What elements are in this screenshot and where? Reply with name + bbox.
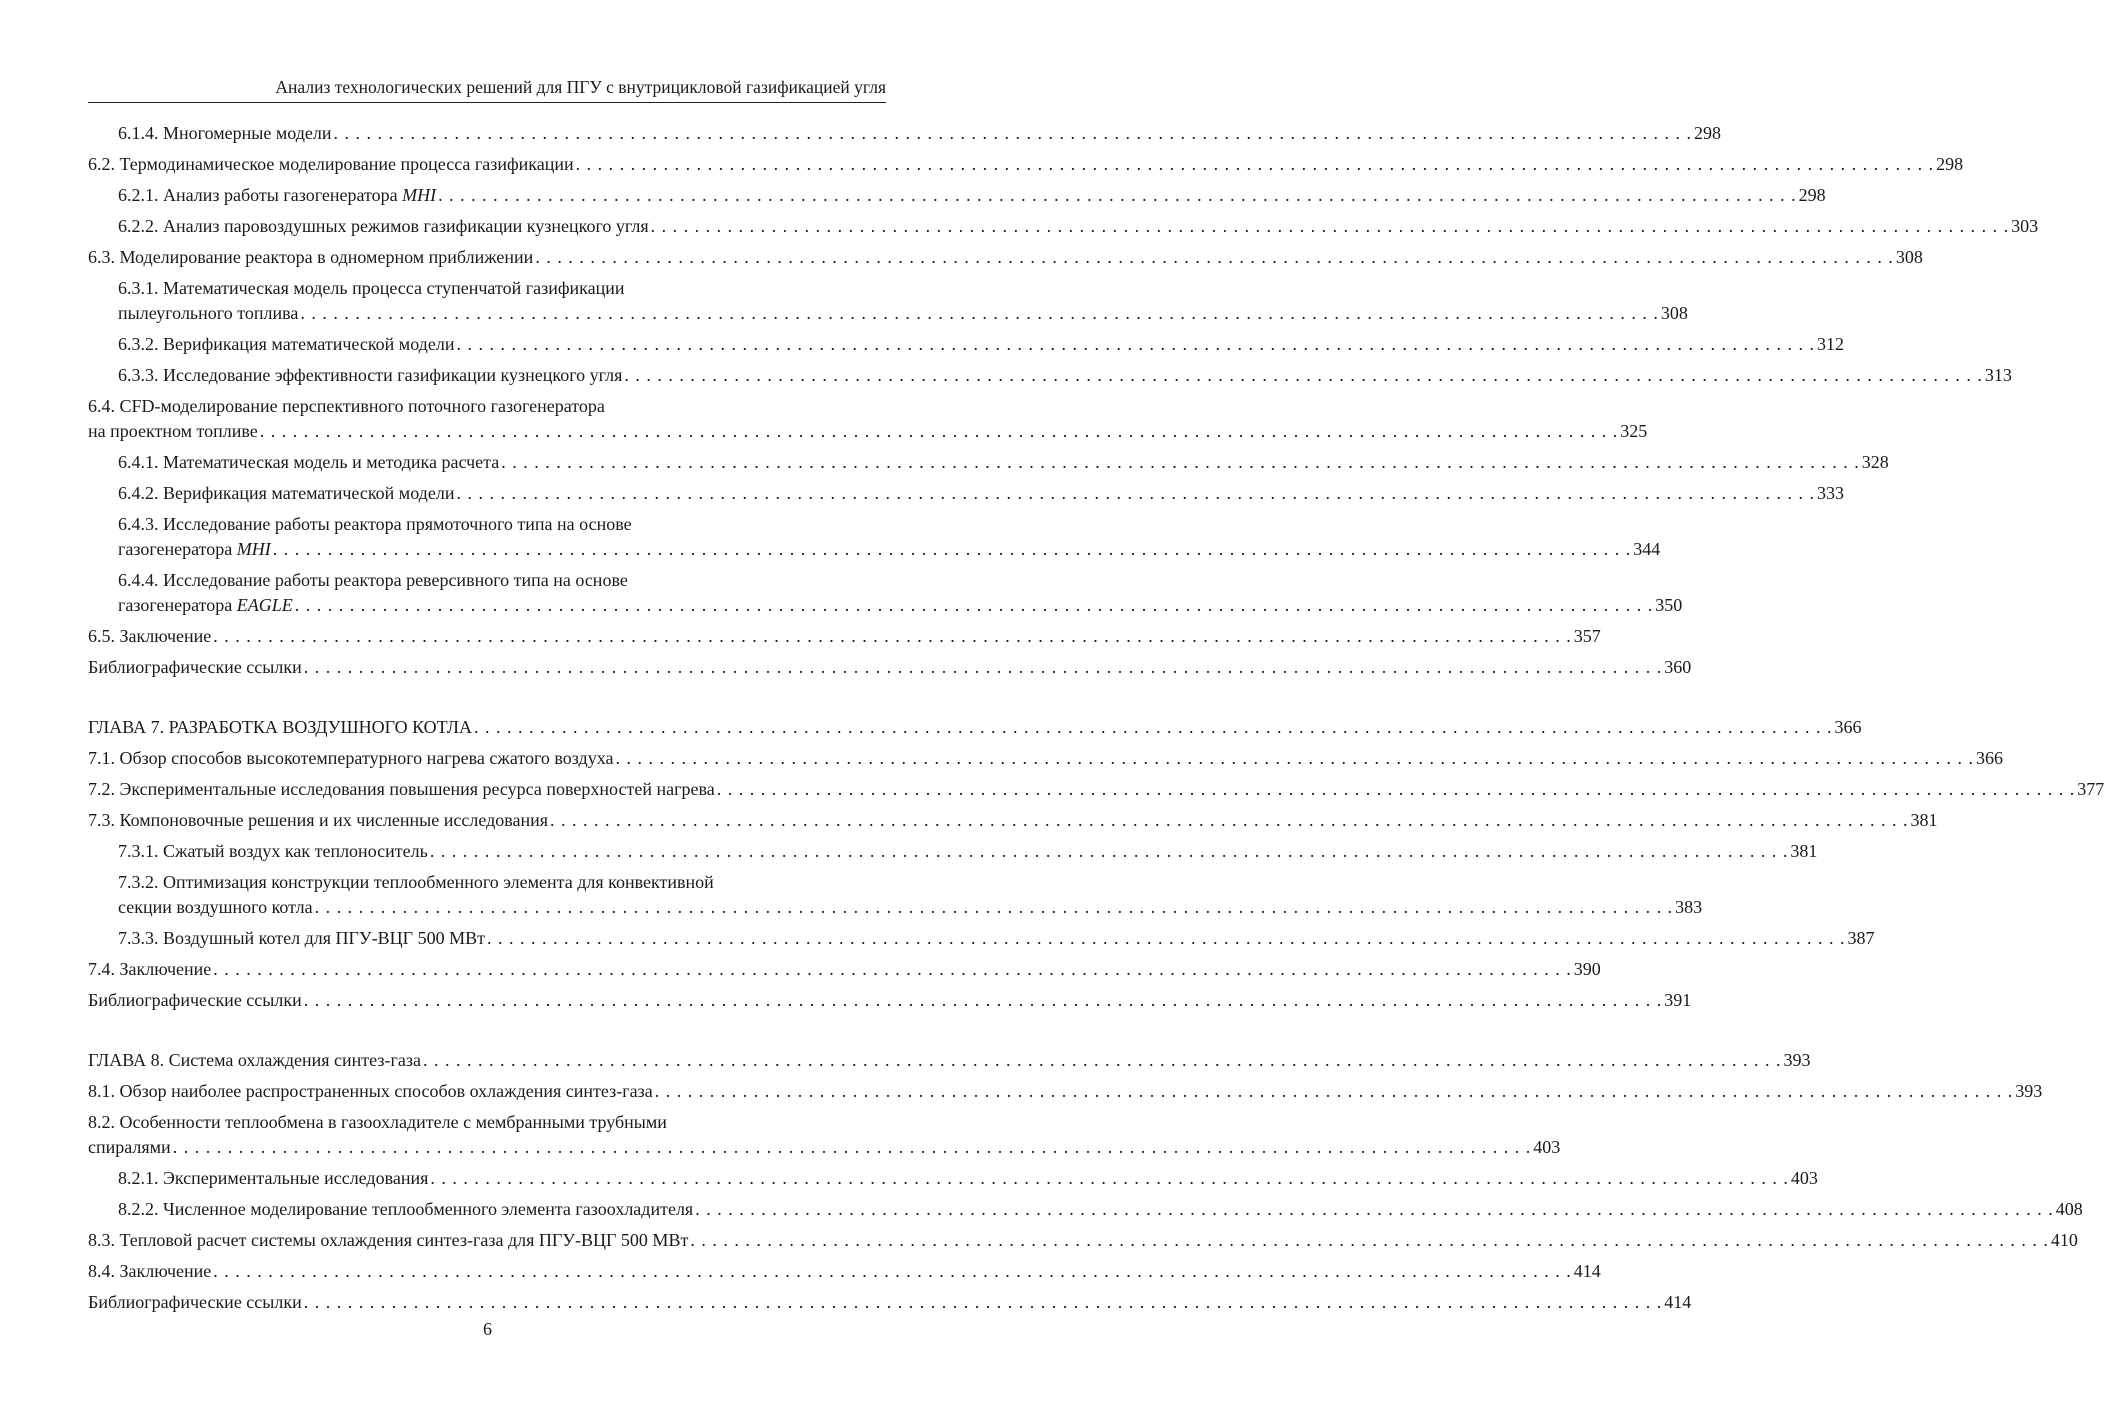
toc-entry-title-text: пылеугольного топлива bbox=[118, 303, 299, 323]
running-header-title: Анализ технологических решений для ПГУ с внутрицикловой газификацией угля bbox=[275, 77, 886, 97]
toc-entry[interactable] bbox=[88, 771, 2104, 802]
toc-entry-line bbox=[88, 988, 1692, 1013]
toc-entry-title-text: 8.2.1. Экспериментальные исследования bbox=[118, 1168, 429, 1188]
toc-entry[interactable] bbox=[88, 1104, 1561, 1160]
toc-entry-title-text: Библиографические ссылки bbox=[88, 1292, 302, 1312]
toc-entry-title-text: ГЛАВА 7. РАЗРАБОТКА ВОЗДУШНОГО КОТЛА bbox=[88, 717, 472, 737]
toc-entry-title bbox=[88, 1290, 302, 1315]
toc-entry-line bbox=[88, 655, 1692, 680]
toc-entry-line bbox=[118, 450, 1889, 475]
toc-entry-page: 357 bbox=[1573, 626, 1601, 646]
toc-entry-page: 360 bbox=[1664, 657, 1692, 677]
toc-entry[interactable] bbox=[88, 357, 2012, 388]
toc-entry-line bbox=[88, 1228, 2078, 1253]
toc-dot-leader bbox=[293, 593, 1656, 618]
toc-entry-line bbox=[88, 152, 1964, 177]
toc-entry-title bbox=[88, 655, 302, 680]
toc-entry-title bbox=[88, 152, 574, 177]
toc-entry-page: 366 bbox=[1834, 717, 1862, 737]
toc-entry-page: 344 bbox=[1633, 539, 1661, 559]
toc-entry-page: 403 bbox=[1533, 1137, 1561, 1157]
toc-entry[interactable] bbox=[88, 388, 1648, 444]
toc-entry-title bbox=[118, 332, 454, 357]
toc-entry-title bbox=[118, 363, 622, 388]
toc-dot-leader bbox=[211, 957, 1574, 982]
toc-entry-title-text: 6.3. Моделирование реактора в одномерном приближении bbox=[88, 247, 534, 267]
toc-entry[interactable] bbox=[88, 802, 1938, 833]
toc-entry-title-line1: 6.4. CFD-моделирование перспективного поточного газогенератора bbox=[88, 396, 605, 416]
running-header bbox=[88, 76, 886, 103]
toc-entry[interactable] bbox=[88, 270, 1688, 326]
toc-entry-line bbox=[88, 1290, 1692, 1315]
toc-entry-title bbox=[118, 593, 293, 618]
toc-dot-leader bbox=[313, 895, 1676, 920]
toc-entry-line bbox=[118, 214, 2039, 239]
toc-dot-leader bbox=[649, 214, 2012, 239]
toc-entry[interactable] bbox=[88, 1191, 2083, 1222]
toc-entry-title-text: 6.2.2. Анализ паровоздушных режимов газификации кузнецкого угля bbox=[118, 216, 649, 236]
toc-entry-page: 393 bbox=[1783, 1050, 1811, 1070]
toc-entry-line bbox=[118, 301, 1688, 326]
toc-entry-title-text: спиралями bbox=[88, 1137, 171, 1157]
toc-entry-title bbox=[118, 1197, 693, 1222]
toc-dot-leader bbox=[693, 1197, 2056, 1222]
toc-entry-page: 383 bbox=[1675, 897, 1703, 917]
toc-entry-line bbox=[118, 537, 1661, 562]
toc-entry-page: 298 bbox=[1693, 123, 1721, 143]
toc-entry-page: 350 bbox=[1655, 595, 1683, 615]
toc-entry-title bbox=[88, 957, 211, 982]
toc-entry[interactable] bbox=[88, 1160, 1818, 1191]
toc-entry-title bbox=[118, 1166, 428, 1191]
toc-entry-title-line1: 6.3.1. Математическая модель процесса ступенчатой газификации bbox=[118, 278, 625, 298]
toc-entry-page: 333 bbox=[1816, 483, 1844, 503]
toc-entry-line bbox=[118, 926, 1875, 951]
toc-entry-title-text: газогенератора bbox=[118, 539, 237, 559]
toc-entry-page: 325 bbox=[1620, 421, 1648, 441]
toc-dot-leader bbox=[171, 1135, 1534, 1160]
toc-entry-title bbox=[118, 214, 649, 239]
toc-dot-leader bbox=[302, 988, 1665, 1013]
toc-entry-title bbox=[88, 746, 613, 771]
toc-entry-line bbox=[118, 593, 1683, 618]
toc-entry-title bbox=[88, 1079, 653, 1104]
toc-entry-title bbox=[118, 450, 499, 475]
toc-entry[interactable] bbox=[88, 833, 1818, 864]
toc-entry-page: 303 bbox=[2011, 216, 2039, 236]
toc-entry[interactable] bbox=[88, 1073, 2043, 1104]
toc-entry[interactable] bbox=[88, 1222, 2078, 1253]
toc-entry-title bbox=[88, 1259, 211, 1284]
toc-entry-title bbox=[118, 537, 271, 562]
toc-entry-title-text: 8.2.2. Численное моделирование теплообменного элемента газоохладителя bbox=[118, 1199, 694, 1219]
toc-entry-page: 381 bbox=[1910, 810, 1938, 830]
toc-dot-leader bbox=[454, 332, 1817, 357]
toc-entry-line bbox=[88, 808, 1938, 833]
toc-entry[interactable] bbox=[88, 920, 1875, 951]
toc-entry-page: 298 bbox=[1798, 185, 1826, 205]
toc-entry-line bbox=[118, 895, 1703, 920]
toc-dot-leader bbox=[271, 537, 1634, 562]
toc-entry[interactable] bbox=[88, 177, 1826, 208]
toc-entry-line bbox=[88, 777, 2104, 802]
toc-entry-title-line1: 7.3.2. Оптимизация конструкции теплообменного элемента для конвективной bbox=[118, 872, 714, 892]
toc-entry-title bbox=[88, 419, 258, 444]
toc-entry-page: 410 bbox=[2050, 1230, 2078, 1250]
toc-entry-title-line1: 6.4.3. Исследование работы реактора прямоточного типа на основе bbox=[118, 514, 632, 534]
toc-entry-title bbox=[118, 839, 428, 864]
toc-entry[interactable] bbox=[88, 326, 1844, 357]
toc-entry-page: 391 bbox=[1664, 990, 1692, 1010]
toc-entry-title-text: 6.2. Термодинамическое моделирование процесса газификации bbox=[88, 154, 574, 174]
toc-dot-leader bbox=[421, 1048, 1784, 1073]
toc-entry-title-text: 8.4. Заключение bbox=[88, 1261, 212, 1281]
toc-entry-line bbox=[88, 419, 1648, 444]
toc-entry-title bbox=[118, 183, 436, 208]
toc-entry-title-text: 7.2. Экспериментальные исследования повышения ресурса поверхностей нагрева bbox=[88, 779, 715, 799]
toc-entry[interactable] bbox=[88, 1284, 1692, 1315]
toc-entry-title-text: Библиографические ссылки bbox=[88, 657, 302, 677]
toc-entry-line bbox=[118, 332, 1844, 357]
toc-entry-title-text: 7.3.3. Воздушный котел для ПГУ-ВЦГ 500 МВт bbox=[118, 928, 485, 948]
toc-dot-leader bbox=[211, 1259, 1574, 1284]
toc-entry-line bbox=[118, 121, 1721, 146]
toc-dot-leader bbox=[302, 1290, 1665, 1315]
toc-entry-title-text: 6.4.2. Верификация математической модели bbox=[118, 483, 455, 503]
toc-entry-title-text: 8.3. Тепловой расчет системы охлаждения синтез-газа для ПГУ-ВЦГ 500 МВт bbox=[88, 1230, 689, 1250]
toc-entry-title-text: 8.1. Обзор наиболее распространенных способов охлаждения синтез-газа bbox=[88, 1081, 653, 1101]
toc-entry[interactable] bbox=[88, 618, 1601, 649]
toc-dot-leader bbox=[499, 450, 1862, 475]
toc-dot-leader bbox=[454, 481, 1817, 506]
toc-entry-line bbox=[88, 245, 1923, 270]
toc-dot-leader bbox=[653, 1079, 2016, 1104]
toc-entry-title-italic: MHI bbox=[236, 539, 271, 559]
toc-entry-line bbox=[88, 715, 1862, 740]
toc-dot-leader bbox=[548, 808, 1911, 833]
toc-dot-leader bbox=[688, 1228, 2051, 1253]
table-of-contents bbox=[88, 115, 2104, 1315]
toc-entry[interactable] bbox=[88, 115, 1721, 146]
toc-dot-leader bbox=[533, 245, 1896, 270]
toc-dot-leader bbox=[428, 839, 1791, 864]
toc-entry-page: 308 bbox=[1895, 247, 1923, 267]
toc-entry-line bbox=[118, 1197, 2083, 1222]
toc-entry-line bbox=[88, 1135, 1561, 1160]
toc-entry-line bbox=[88, 1259, 1601, 1284]
toc-entry-title-text: 7.1. Обзор способов высокотемпературного нагрева сжатого воздуха bbox=[88, 748, 614, 768]
toc-entry-title-text: секции воздушного котла bbox=[118, 897, 313, 917]
toc-entry-line bbox=[118, 481, 1844, 506]
toc-entry-line bbox=[88, 1079, 2043, 1104]
toc-entry[interactable] bbox=[88, 1253, 1601, 1284]
toc-entry[interactable] bbox=[88, 1013, 1811, 1073]
toc-entry[interactable] bbox=[88, 239, 1923, 270]
toc-entry[interactable] bbox=[88, 982, 1692, 1013]
toc-entry[interactable] bbox=[88, 680, 1862, 740]
toc-dot-leader bbox=[302, 655, 1665, 680]
page-number: 6 bbox=[483, 1319, 492, 1339]
toc-entry-line bbox=[118, 363, 2012, 388]
toc-entry-page: 403 bbox=[1790, 1168, 1818, 1188]
toc-entry-title bbox=[118, 926, 485, 951]
toc-entry-page: 366 bbox=[1975, 748, 2003, 768]
toc-entry[interactable] bbox=[88, 951, 1601, 982]
toc-entry-title bbox=[118, 121, 331, 146]
toc-entry-title-text: 6.5. Заключение bbox=[88, 626, 212, 646]
toc-entry-title-line1: 6.4.4. Исследование работы реактора реверсивного типа на основе bbox=[118, 570, 628, 590]
toc-dot-leader bbox=[298, 301, 1661, 326]
toc-entry[interactable] bbox=[88, 444, 1889, 475]
toc-entry-title bbox=[88, 777, 715, 802]
toc-entry[interactable] bbox=[88, 740, 2003, 771]
toc-entry-title bbox=[88, 624, 211, 649]
toc-entry-line bbox=[88, 957, 1601, 982]
toc-entry-page: 381 bbox=[1790, 841, 1818, 861]
toc-entry-title bbox=[118, 481, 454, 506]
toc-entry-title-text: газогенератора bbox=[118, 595, 237, 615]
toc-entry-title bbox=[118, 895, 313, 920]
toc-entry-page: 390 bbox=[1573, 959, 1601, 979]
toc-entry-page: 377 bbox=[2077, 779, 2104, 799]
toc-entry-title-text: на проектном топливе bbox=[88, 421, 258, 441]
toc-entry-line bbox=[118, 839, 1818, 864]
toc-entry-line bbox=[118, 1166, 1818, 1191]
toc-entry-title-text: 7.3.1. Сжатый воздух как теплоноситель bbox=[118, 841, 428, 861]
toc-entry-page: 414 bbox=[1664, 1292, 1692, 1312]
toc-entry-title bbox=[88, 1135, 171, 1160]
toc-dot-leader bbox=[331, 121, 1694, 146]
toc-entry-line bbox=[88, 746, 2003, 771]
toc-dot-leader bbox=[258, 419, 1621, 444]
toc-entry-title-text: 6.2.1. Анализ работы газогенератора bbox=[118, 185, 403, 205]
toc-entry-title bbox=[88, 715, 472, 740]
toc-entry-title-italic: EAGLE bbox=[236, 595, 293, 615]
toc-entry[interactable] bbox=[88, 649, 1692, 680]
toc-entry-page: 328 bbox=[1861, 452, 1889, 472]
toc-entry-page: 408 bbox=[2055, 1199, 2083, 1219]
toc-entry-title bbox=[88, 245, 533, 270]
toc-entry-title bbox=[88, 1228, 688, 1253]
toc-entry-line bbox=[88, 1048, 1811, 1073]
toc-entry-page: 393 bbox=[2015, 1081, 2043, 1101]
toc-entry-page: 387 bbox=[1847, 928, 1875, 948]
toc-entry-page: 308 bbox=[1660, 303, 1688, 323]
toc-entry-title-text: Библиографические ссылки bbox=[88, 990, 302, 1010]
toc-entry-title-text: ГЛАВА 8. Система охлаждения синтез-газа bbox=[88, 1050, 421, 1070]
toc-dot-leader bbox=[622, 363, 1985, 388]
toc-dot-leader bbox=[211, 624, 1574, 649]
toc-entry[interactable] bbox=[88, 146, 1964, 177]
toc-entry-page: 414 bbox=[1573, 1261, 1601, 1281]
toc-entry[interactable] bbox=[88, 506, 1661, 562]
toc-entry-title-text: 6.3.2. Верификация математической модели bbox=[118, 334, 455, 354]
toc-dot-leader bbox=[613, 746, 1976, 771]
toc-dot-leader bbox=[472, 715, 1835, 740]
toc-entry-title bbox=[88, 1048, 421, 1073]
toc-entry[interactable] bbox=[88, 208, 2039, 239]
toc-entry-title-line1: 8.2. Особенности теплообмена в газоохладителе с мембранными трубными bbox=[88, 1112, 667, 1132]
toc-entry-title-text: 7.4. Заключение bbox=[88, 959, 212, 979]
toc-entry-line bbox=[88, 624, 1601, 649]
toc-entry-line bbox=[118, 183, 1826, 208]
toc-entry-page: 298 bbox=[1936, 154, 1964, 174]
toc-entry-title bbox=[118, 301, 298, 326]
toc-entry-title bbox=[88, 808, 548, 833]
toc-dot-leader bbox=[428, 1166, 1791, 1191]
toc-dot-leader bbox=[574, 152, 1937, 177]
toc-entry-title bbox=[88, 988, 302, 1013]
toc-entry-title-text: 6.4.1. Математическая модель и методика расчета bbox=[118, 452, 500, 472]
toc-entry-page: 313 bbox=[1984, 365, 2012, 385]
toc-entry-title-text: 6.1.4. Многомерные модели bbox=[118, 123, 332, 143]
toc-entry[interactable] bbox=[88, 562, 1683, 618]
toc-entry-title-italic: MHI bbox=[402, 185, 437, 205]
toc-entry[interactable] bbox=[88, 864, 1703, 920]
toc-dot-leader bbox=[485, 926, 1848, 951]
toc-entry[interactable] bbox=[88, 475, 1844, 506]
toc-entry-title-text: 6.3.3. Исследование эффективности газификации кузнецкого угля bbox=[118, 365, 623, 385]
toc-entry-title-text: 7.3. Компоновочные решения и их численные исследования bbox=[88, 810, 549, 830]
toc-dot-leader bbox=[715, 777, 2078, 802]
toc-dot-leader bbox=[436, 183, 1799, 208]
toc-entry-page: 312 bbox=[1816, 334, 1844, 354]
